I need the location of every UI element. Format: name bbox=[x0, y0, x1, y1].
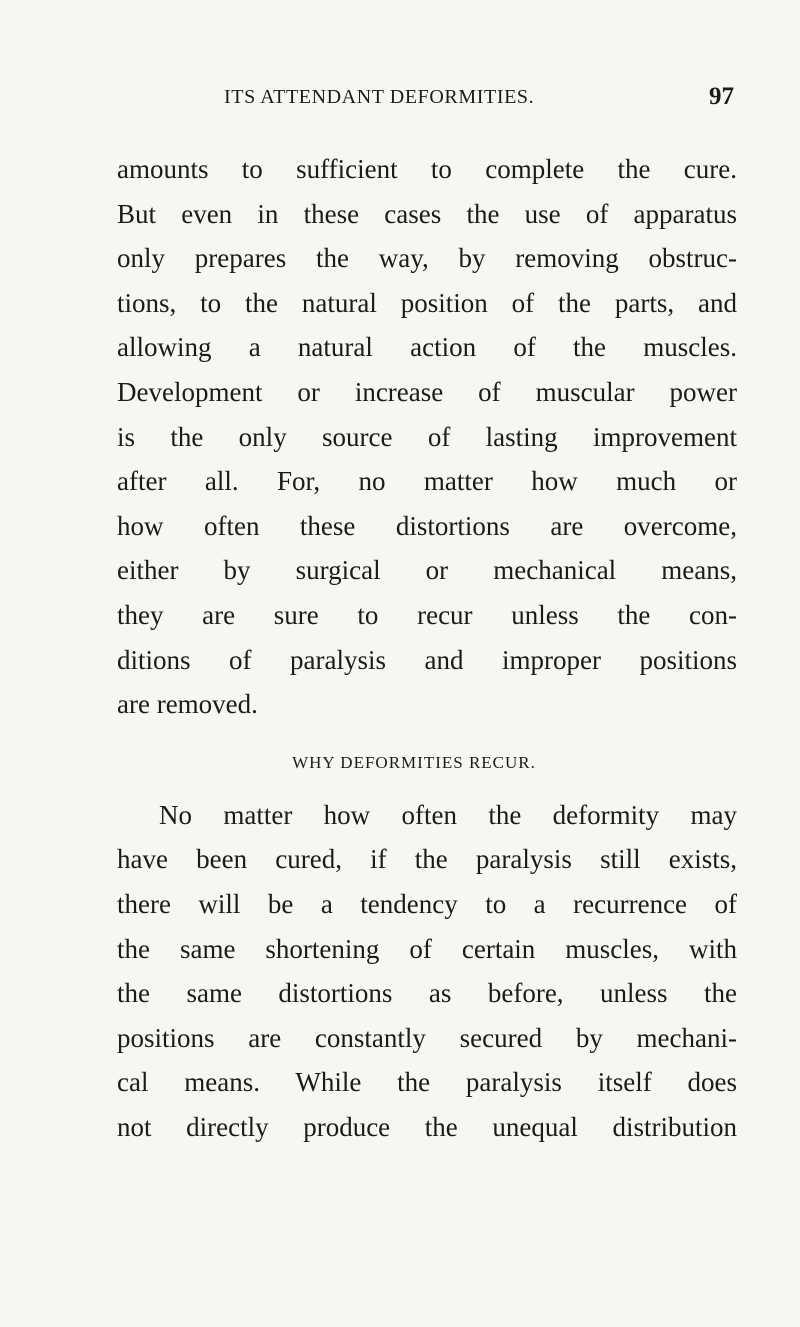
text-line: how often these distortions are overcome, bbox=[117, 510, 737, 541]
text-line: they are sure to recur unless the con- bbox=[117, 599, 737, 630]
body-text bbox=[117, 147, 737, 1149]
text-line: the same distortions as before, unless the bbox=[117, 978, 737, 1009]
text-line: not directly produce the unequal distribution bbox=[117, 1111, 737, 1142]
text-line: the same shortening of certain muscles, with bbox=[117, 933, 737, 964]
paragraph-2 bbox=[117, 793, 737, 1150]
text-line: only prepares the way, by removing obstruc- bbox=[117, 243, 737, 274]
text-line: Development or increase of muscular power bbox=[117, 376, 737, 407]
text-line: after all. For, no matter how much or bbox=[117, 466, 737, 497]
text-line: tions, to the natural position of the parts, and bbox=[117, 287, 737, 318]
paragraph-1 bbox=[117, 147, 737, 727]
section-heading: WHY DEFORMITIES RECUR. bbox=[292, 752, 536, 772]
text-line: either by surgical or mechanical means, bbox=[117, 555, 737, 586]
running-head bbox=[120, 83, 740, 116]
text-line: allowing a natural action of the muscles. bbox=[117, 332, 737, 363]
text-line: ditions of paralysis and improper positions bbox=[117, 644, 737, 675]
text-line: are removed. bbox=[117, 689, 258, 720]
text-line: But even in these cases the use of apparatus bbox=[117, 198, 737, 229]
running-title: ITS ATTENDANT DEFORMITIES. bbox=[224, 86, 535, 108]
page-number: 97 bbox=[709, 83, 734, 110]
text-line: positions are constantly secured by mechani- bbox=[117, 1022, 737, 1053]
text-line: is the only source of lasting improvement bbox=[117, 421, 737, 452]
text-line: have been cured, if the paralysis still exists, bbox=[117, 844, 737, 875]
text-line: amounts to sufficient to complete the cure. bbox=[117, 154, 737, 184]
text-line: cal means. While the paralysis itself does bbox=[117, 1067, 737, 1098]
text-line: there will be a tendency to a recurrence of bbox=[117, 888, 737, 919]
text-line: No matter how often the deformity may bbox=[159, 799, 737, 830]
